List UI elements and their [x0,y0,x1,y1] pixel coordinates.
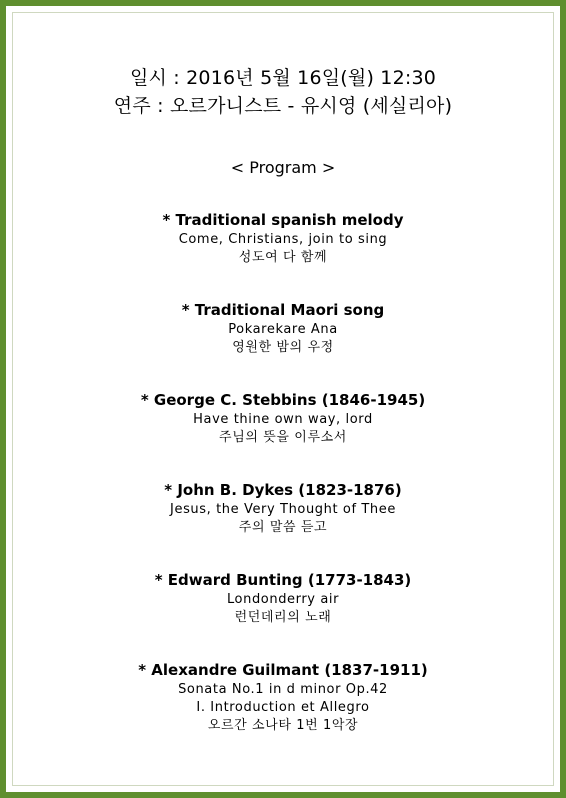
piece-korean-title: 오르간 소나타 1번 1악장 [207,718,359,733]
piece-title: Jesus, the Very Thought of Thee [170,502,396,517]
piece-korean-title: 영원한 밤의 우정 [232,340,334,355]
piece-title: Sonata No.1 in d minor Op.42 [178,682,388,697]
date-line: 일시 : 2016년 5월 16일(월) 12:30 [129,67,437,89]
piece-korean-title: 런던데리의 노래 [234,610,332,625]
program-item [6,479,560,569]
program-item [6,209,560,299]
piece-korean-title: 주님의 뜻을 이루소서 [219,430,347,445]
piece-title: Londonderry air [226,592,340,607]
piece-title: Have thine own way, lord [193,412,373,427]
performer-line: 연주 : 오르가니스트 - 유시영 (세실리아) [113,95,453,117]
piece-title: Come, Christians, join to sing [178,232,388,247]
piece-composer: * Edward Bunting (1773-1843) [154,571,412,589]
piece-composer: * George C. Stebbins (1846-1945) [140,391,426,409]
piece-composer: * Traditional Maori song [181,301,385,319]
program-item [6,299,560,389]
program-heading: < Program > [230,158,336,177]
program-item [6,389,560,479]
piece-title: Pokarekare Ana [228,322,338,337]
piece-composer: * Traditional spanish melody [162,211,404,229]
program-item [6,659,560,749]
program-item [6,569,560,659]
concert-header [6,64,560,120]
piece-korean-title: 주의 말씀 듣고 [238,520,328,535]
piece-composer: * John B. Dykes (1823-1876) [164,481,402,499]
program-list [6,209,560,749]
piece-korean-title: 성도여 다 함께 [238,250,328,265]
piece-movement: Ⅰ. Introduction et Allegro [196,700,370,715]
piece-composer: * Alexandre Guilmant (1837-1911) [138,661,428,679]
